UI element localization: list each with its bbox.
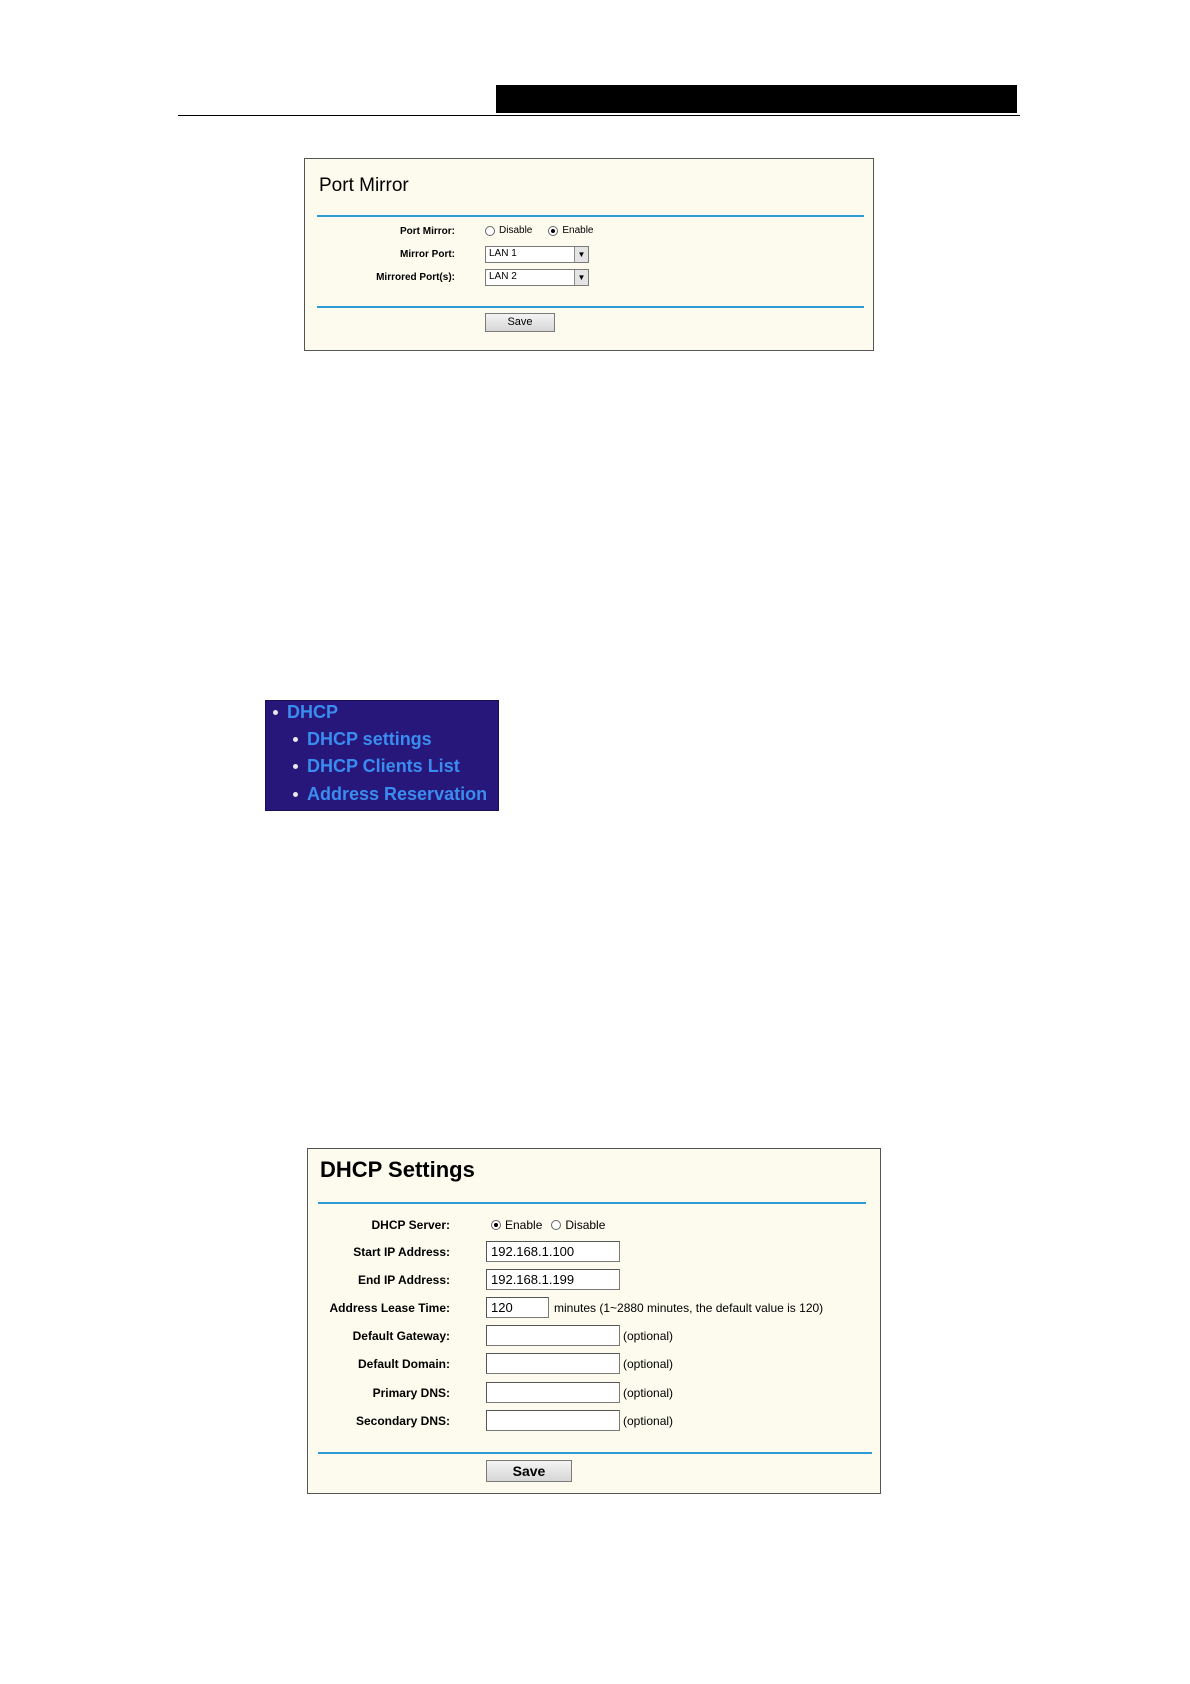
mirror-port-value: LAN 1 xyxy=(489,248,517,259)
mirror-port-select[interactable] xyxy=(485,246,589,263)
default-domain-input[interactable] xyxy=(486,1353,620,1374)
default-domain-label: Default Domain: xyxy=(357,1357,450,1371)
default-gateway-input[interactable] xyxy=(486,1325,620,1346)
mirror-port-label: Mirror Port: xyxy=(400,249,455,260)
footer-divider xyxy=(317,306,864,308)
header-black-bar xyxy=(496,85,1017,113)
port-mirror-save-button[interactable]: Save xyxy=(485,313,555,332)
optional-note: (optional) xyxy=(623,1356,674,1371)
dhcp-enable-label: Enable xyxy=(505,1218,543,1232)
default-gateway-label: Default Gateway: xyxy=(352,1329,450,1343)
dhcp-enable-radio[interactable] xyxy=(491,1220,501,1230)
lease-time-label: Address Lease Time: xyxy=(329,1301,450,1315)
menu-item-dhcp-settings[interactable] xyxy=(293,729,432,750)
dhcp-settings-title: DHCP Settings xyxy=(320,1157,475,1182)
mirrored-ports-select[interactable] xyxy=(485,269,589,286)
start-ip-input[interactable]: 192.168.1.100 xyxy=(486,1241,620,1262)
end-ip-label: End IP Address: xyxy=(357,1273,450,1287)
header-rule xyxy=(178,115,1020,116)
port-mirror-panel xyxy=(304,158,874,351)
secondary-dns-label: Secondary DNS: xyxy=(355,1414,450,1428)
port-mirror-title: Port Mirror xyxy=(319,175,409,196)
bullet-icon xyxy=(293,764,298,769)
secondary-dns-input[interactable] xyxy=(486,1410,620,1431)
dhcp-server-label: DHCP Server: xyxy=(371,1218,450,1232)
bullet-icon xyxy=(293,737,298,742)
menu-item-label: Address Reservation xyxy=(307,784,488,804)
optional-note: (optional) xyxy=(623,1413,674,1428)
footer-divider xyxy=(318,1452,872,1454)
menu-item-label: DHCP Clients List xyxy=(307,756,460,776)
menu-item-label: DHCP settings xyxy=(307,729,432,749)
menu-item-dhcp-clients-list[interactable] xyxy=(293,756,460,777)
primary-dns-input[interactable] xyxy=(486,1382,620,1403)
dhcp-disable-radio[interactable] xyxy=(551,1220,561,1230)
menu-item-label: DHCP xyxy=(287,702,339,722)
optional-note: (optional) xyxy=(623,1328,674,1343)
menu-item-dhcp[interactable] xyxy=(273,702,338,723)
port-mirror-disable-radio[interactable] xyxy=(485,226,495,236)
lease-time-input[interactable]: 120 xyxy=(486,1297,549,1318)
dhcp-nav-menu xyxy=(265,700,499,811)
port-mirror-label: Port Mirror: xyxy=(400,226,455,237)
port-mirror-disable-label: Disable xyxy=(499,225,533,236)
menu-item-address-reservation[interactable] xyxy=(293,784,487,805)
port-mirror-enable-radio[interactable] xyxy=(548,226,558,236)
optional-note: (optional) xyxy=(623,1385,674,1400)
title-divider xyxy=(317,215,864,217)
bullet-icon xyxy=(293,792,298,797)
title-divider xyxy=(318,1202,866,1204)
port-mirror-enable-label: Enable xyxy=(562,225,594,236)
mirrored-ports-label: Mirrored Port(s): xyxy=(376,272,455,283)
bullet-icon xyxy=(273,710,278,715)
primary-dns-label: Primary DNS: xyxy=(372,1386,450,1400)
mirrored-ports-value: LAN 2 xyxy=(489,271,517,282)
port-mirror-radio-group xyxy=(485,225,594,236)
chevron-down-icon[interactable]: ▼ xyxy=(574,270,588,285)
end-ip-input[interactable]: 192.168.1.199 xyxy=(486,1269,620,1290)
dhcp-save-button[interactable]: Save xyxy=(486,1460,572,1482)
start-ip-label: Start IP Address: xyxy=(353,1245,450,1259)
dhcp-settings-panel xyxy=(307,1148,881,1494)
dhcp-server-radio-group xyxy=(491,1218,605,1232)
dhcp-disable-label: Disable xyxy=(565,1218,606,1232)
chevron-down-icon[interactable]: ▼ xyxy=(574,247,588,262)
lease-time-note: minutes (1~2880 minutes, the default value is 120) xyxy=(554,1300,824,1315)
